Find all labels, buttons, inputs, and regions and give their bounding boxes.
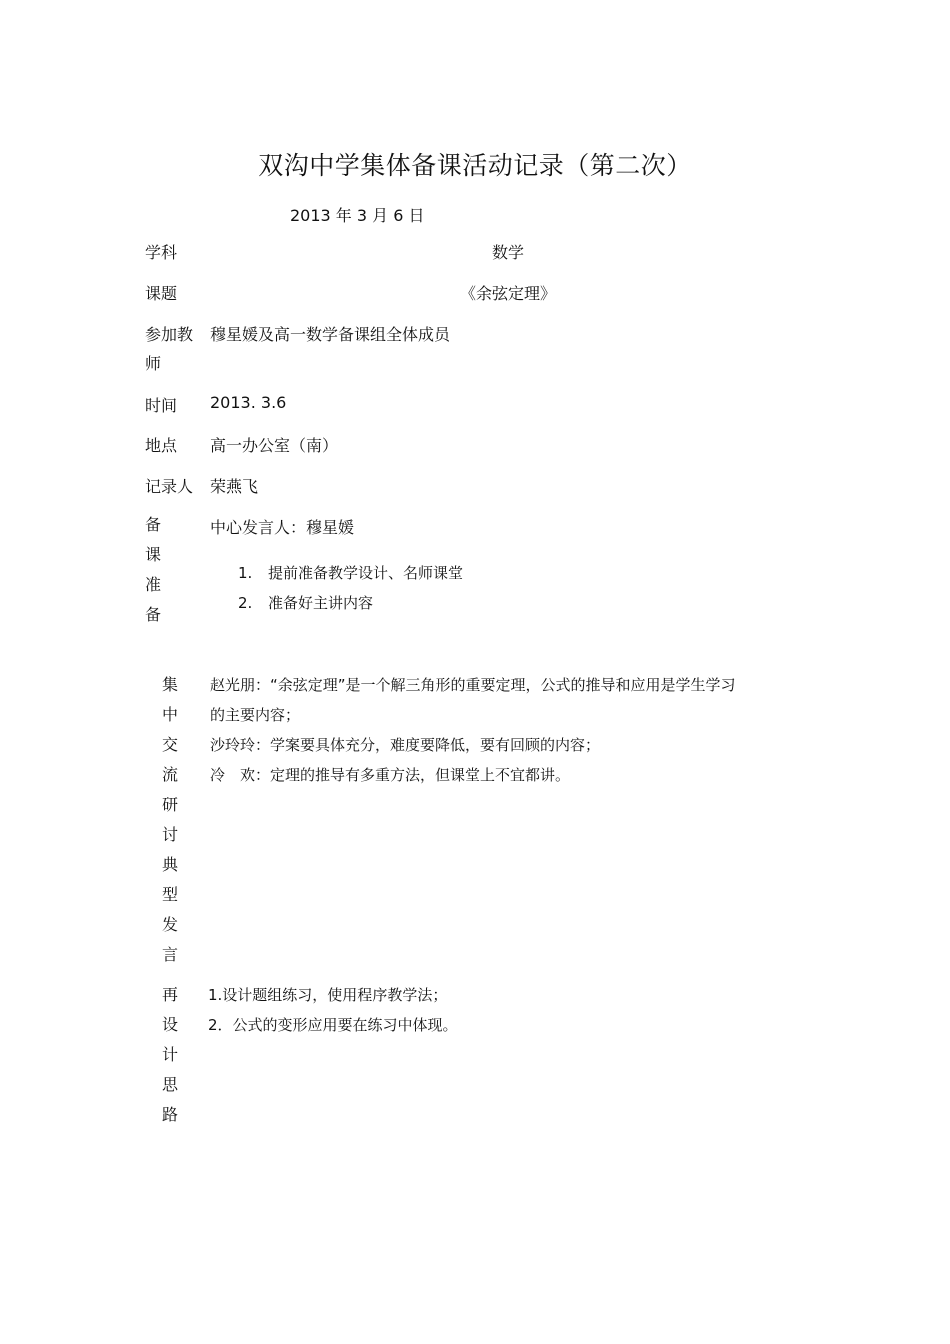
place-value: 高一办公室（南） <box>210 436 339 455</box>
list-item <box>238 558 463 588</box>
subject-label: 学科 <box>145 243 178 262</box>
redesign-label-char: 计 <box>161 1045 178 1064</box>
teachers-label-line2: 师 <box>145 354 162 373</box>
recorder-value: 荣燕飞 <box>210 477 259 496</box>
prep-label-char: 课 <box>144 545 161 564</box>
list-item-text: 准备好主讲内容 <box>268 594 374 612</box>
discussion-label-char: 流 <box>161 765 178 784</box>
discussion-line: 的主要内容； <box>210 706 301 724</box>
prep-label-char: 备 <box>144 515 161 534</box>
redesign-label-char: 思 <box>161 1075 178 1094</box>
discussion-label-char: 集 <box>161 675 178 694</box>
redesign-line: 2．公式的变形应用要在练习中体现。 <box>208 1016 458 1034</box>
discussion-label-char: 典 <box>161 855 178 874</box>
discussion-label-char: 中 <box>161 705 178 724</box>
discussion-label-char: 讨 <box>161 825 178 844</box>
prep-speaker: 中心发言人：穆星媛 <box>210 518 355 537</box>
discussion-text <box>210 670 820 790</box>
teachers-label-line1: 参加教 <box>145 325 194 344</box>
topic-value: 《余弦定理》 <box>459 284 556 303</box>
topic-label: 课题 <box>145 284 178 303</box>
list-item-number: 1. <box>238 564 253 582</box>
redesign-label-char: 设 <box>161 1015 178 1034</box>
prep-label-char: 准 <box>144 575 161 594</box>
subject-value: 数学 <box>491 243 524 262</box>
list-item-number: 2. <box>238 594 253 612</box>
teachers-value: 穆星媛及高一数学备课组全体成员 <box>210 325 451 344</box>
discussion-label <box>160 670 180 970</box>
redesign-label-char: 路 <box>161 1105 178 1124</box>
document-title: 双沟中学集体备课活动记录（第二次） <box>258 151 692 180</box>
prep-label <box>143 510 163 630</box>
prep-label-char: 备 <box>144 605 161 624</box>
discussion-line: 冷 欢：定理的推导有多重方法，但课堂上不宜都讲。 <box>210 766 571 784</box>
list-item <box>238 588 463 618</box>
place-label: 地点 <box>145 436 178 455</box>
record-date: 2013 年 3 月 6 日 <box>290 206 425 225</box>
discussion-label-char: 言 <box>161 945 178 964</box>
list-item-text: 提前准备教学设计、名师课堂 <box>268 564 464 582</box>
discussion-label-char: 研 <box>161 795 178 814</box>
prep-list <box>238 558 463 618</box>
discussion-label-char: 交 <box>161 735 178 754</box>
discussion-line: 赵光朋：“余弦定理”是一个解三角形的重要定理，公式的推导和应用是学生学习 <box>210 676 736 694</box>
discussion-label-char: 型 <box>161 885 178 904</box>
redesign-text <box>208 980 808 1040</box>
discussion-line: 沙玲玲：学案要具体充分，难度要降低，要有回顾的内容； <box>210 736 601 754</box>
recorder-label: 记录人 <box>145 477 194 496</box>
redesign-label <box>160 980 180 1130</box>
redesign-label-char: 再 <box>161 985 178 1004</box>
time-label: 时间 <box>145 396 178 415</box>
redesign-line: 1.设计题组练习，使用程序教学法； <box>208 986 448 1004</box>
time-value: 2013. 3.6 <box>210 393 287 412</box>
discussion-label-char: 发 <box>161 915 178 934</box>
